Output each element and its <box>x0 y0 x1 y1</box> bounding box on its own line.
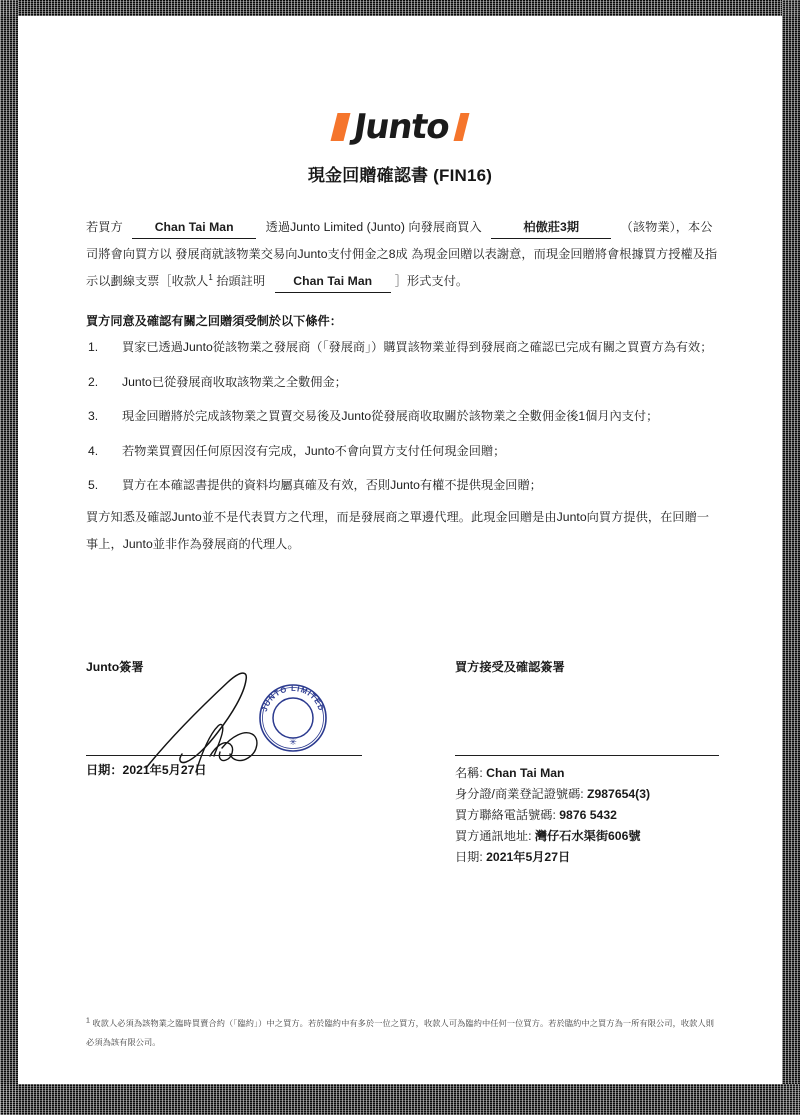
company-stamp-icon <box>257 682 329 754</box>
scan-edge-right <box>782 0 800 1115</box>
lead-paragraph <box>86 214 718 295</box>
company-logo <box>18 107 782 147</box>
list-item-text: Junto已從發展商收取該物業之全數佣金； <box>122 374 347 389</box>
scan-edge-bottom <box>0 1084 800 1115</box>
field-label: 買方聯絡電話號碼: <box>455 808 556 822</box>
footnote-text: 收款人必須為該物業之臨時買賣合約（「臨約」）中之買方。若於臨約中有多於一位之買方，收款人可為臨約中任何一位買方。若於臨約中之買方為一所有限公司，收款人則必須為該有限公司。 <box>86 1019 715 1047</box>
logo-slash-left-icon <box>330 113 350 141</box>
footnote-number: 1 <box>86 1017 90 1025</box>
lead-text-2: 透過Junto Limited (Junto) 向發展商買入 <box>265 220 482 234</box>
document-page <box>18 16 782 1084</box>
junto-signature-label: Junto簽署 <box>86 660 144 674</box>
logo-slash-right-icon <box>454 113 470 141</box>
list-item <box>86 476 722 494</box>
list-item-text: 現金回贈將於完成該物業之買賣交易後及Junto從發展商收取關於該物業之全數佣金後1個月內支付； <box>122 409 659 423</box>
lead-text-5: ］形式支付。 <box>394 274 469 288</box>
lead-text-4: 抬頭註明 <box>216 274 266 288</box>
buyer-signature-rule <box>455 755 719 756</box>
conditions-list <box>86 338 722 511</box>
conditions-heading: 買方同意及確認有關之回贈須受制於以下條件： <box>86 314 342 328</box>
field-label: 買方通訊地址: <box>455 829 532 843</box>
lead-text-3: （該物業），本公司將會向買方以 發展商就該物業交易向Junto支付佣金之8成 為現金回贈以表謝意，而現金回贈將會根據買方授權及指示以劃線支票［收款人 <box>86 220 718 288</box>
junto-logo-lockup <box>333 107 468 147</box>
buyer-field-phone <box>455 805 755 826</box>
list-item <box>86 442 722 460</box>
list-item-text: 若物業買賣因任何原因沒有完成，Junto不會向買方支付任何現金回贈； <box>122 443 506 458</box>
field-value: 灣仔石水渠街606號 <box>534 829 641 843</box>
list-item-number: 5. <box>88 478 99 492</box>
field-value: 2021年5月27日 <box>486 850 571 864</box>
buyer-field-name <box>455 763 755 784</box>
list-item-number: 1. <box>88 340 99 354</box>
field-label: 名稱: <box>455 766 483 780</box>
property-name-blank[interactable]: 柏傲莊3期 <box>491 217 611 239</box>
field-label: 日期: <box>455 850 483 864</box>
stamp-star-icon: ✳ <box>289 737 297 747</box>
scan-edge-left <box>0 0 18 1115</box>
field-label: 身分證/商業登記證號碼: <box>455 787 584 801</box>
page-title: 現金回贈確認書 (FIN16) <box>307 166 493 185</box>
payee-name-blank[interactable]: Chan Tai Man <box>275 271 391 293</box>
stamp-text: JUNTO LIMITED <box>259 683 327 713</box>
buyer-field-id-number <box>455 784 755 805</box>
logo-wordmark: Junto <box>350 107 453 147</box>
list-item <box>86 338 722 356</box>
scan-edge-top <box>0 0 800 16</box>
footnote <box>86 1014 722 1052</box>
list-item-text: 買方在本確認書提供的資料均屬真確及有效，否則Junto有權不提供現金回贈； <box>122 478 542 492</box>
buyer-field-address <box>455 826 755 847</box>
buyer-signature-label: 買方接受及確認簽署 <box>455 660 565 674</box>
lead-text-1: 若買方 <box>86 220 123 234</box>
field-value: Chan Tai Man <box>486 766 565 780</box>
document-content <box>18 16 782 1084</box>
closing-paragraph: 買方知悉及確認Junto並不是代表買方之代理，而是發展商之單邊代理。此現金回贈是由Junto向買方提供，在回贈一事上，Junto並非作為發展商的代理人。 <box>86 510 710 551</box>
list-item-text: 買家已透過Junto從該物業之發展商（「發展商」）購買該物業並得到發展商之確認已完成有關之買賣方為有效； <box>122 340 713 354</box>
field-value: 9876 5432 <box>559 808 617 822</box>
list-item <box>86 373 722 391</box>
field-value: Z987654(3) <box>587 787 651 801</box>
list-item-number: 2. <box>88 374 99 389</box>
footnote-marker-inline: 1 <box>208 272 213 282</box>
buyer-field-date <box>455 847 755 868</box>
list-item-number: 3. <box>88 409 99 423</box>
buyer-details-block <box>455 763 755 868</box>
junto-signature-date: 日期：2021年5月27日 <box>86 763 207 777</box>
list-item-number: 4. <box>88 443 99 458</box>
junto-signature-rule <box>86 755 362 756</box>
list-item <box>86 407 722 425</box>
buyer-name-blank[interactable]: Chan Tai Man <box>132 217 256 239</box>
